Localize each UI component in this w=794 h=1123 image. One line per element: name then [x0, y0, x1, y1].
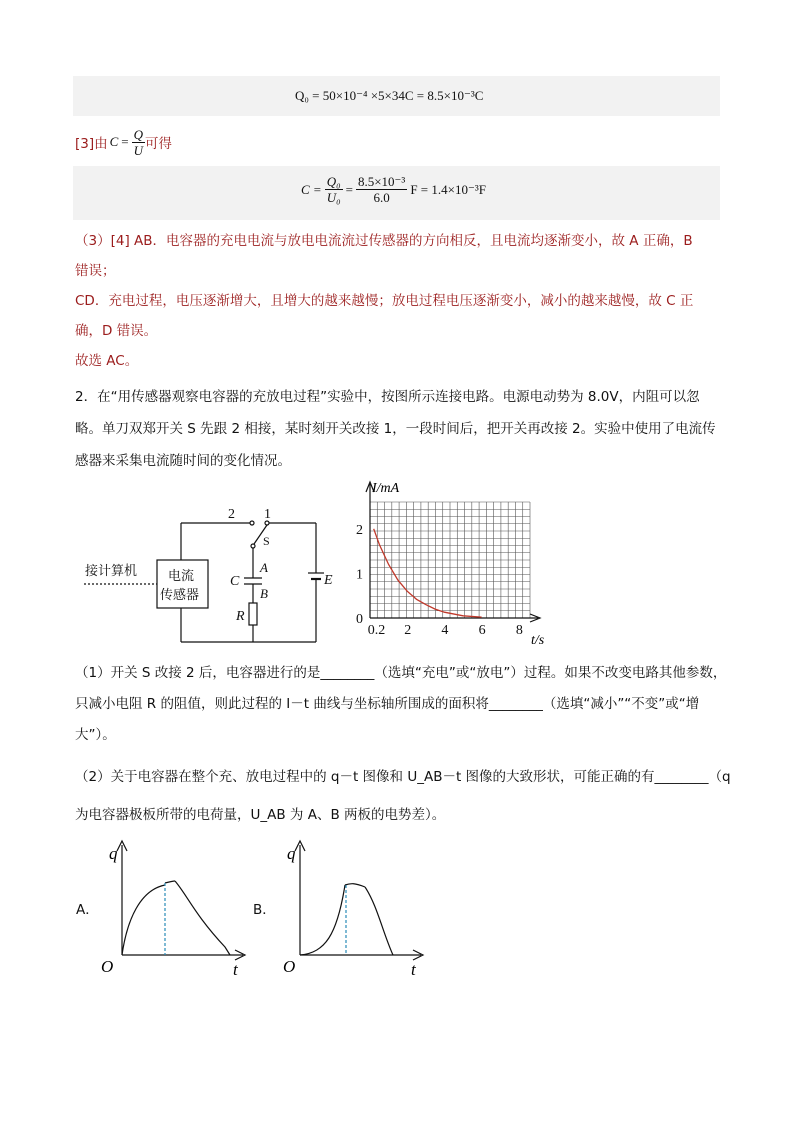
chart-x-tick-label: 0.2: [367, 623, 386, 638]
circuit-sensor-label-2: 传感器: [160, 587, 200, 602]
option-b-graph: [275, 835, 435, 980]
part-1-line3: 大”）。: [75, 727, 116, 743]
question-2-line2: 略。单刀双郑开关 S 先跟 2 相接，某时刻开关改接 1，一段时间后，把开关再改接 2。实验中使用了电流传: [75, 421, 716, 437]
formula-box-1: [73, 76, 720, 116]
part-2-line2: 为电容器极板所带的电荷量，U_AB 为 A、B 两板的电势差）。: [75, 807, 446, 823]
chart-y-tick-label: 0: [356, 612, 363, 627]
circuit-cap-label: C: [230, 574, 240, 589]
question-2-part-1: [75, 661, 725, 754]
option-b-origin: O: [283, 957, 296, 976]
circuit-computer-label: 接计算机: [85, 563, 138, 578]
step-3-prefix: [3]由: [75, 136, 108, 152]
answer-3-block: [75, 229, 725, 379]
formula2-frac1: [325, 174, 343, 205]
formula-capacitance: [301, 174, 486, 205]
question-2: [75, 385, 725, 481]
formula2-den1: U₀: [326, 190, 341, 205]
chart-grid: [370, 502, 530, 618]
chart-series-line: [374, 529, 482, 617]
circuit-pos2: 2: [228, 507, 235, 522]
option-a-x: t: [233, 960, 238, 979]
answer-3-line2: 错误；: [75, 263, 116, 279]
step-3-den: U: [133, 142, 144, 158]
current-time-chart: [350, 478, 555, 648]
question-2-line3: 感器来采集电流随时间的变化情况。: [75, 453, 291, 469]
formula2-num2: 8.5×10⁻³: [357, 174, 406, 189]
circuit-diagram: [80, 500, 350, 650]
chart-x-tick-label: 4: [441, 623, 449, 638]
circuit-plate-b: B: [260, 586, 268, 601]
option-a-graph: [95, 835, 255, 980]
option-a-y: q: [109, 844, 118, 863]
formula-box-2: [73, 166, 720, 220]
step-3-suffix: 可得: [145, 136, 173, 152]
formula2-eq: =: [345, 181, 353, 197]
formula2-rhs: F = 1.4×10⁻³F: [410, 181, 486, 197]
chart-xlabel: t/s: [531, 633, 545, 648]
answer-3-line4: 确，D 错误。: [75, 323, 158, 339]
option-a-label: A．: [76, 902, 99, 918]
formula2-num1: Q₀: [326, 174, 341, 189]
circuit-res-label: R: [236, 609, 245, 624]
chart-ticks: [356, 523, 523, 638]
chart-x-tick-label: 6: [478, 623, 486, 638]
answer-3-line5: 故选 AC。: [75, 353, 139, 369]
answer-3-line3: CD．充电过程，电压逐渐增大，且增大的越来越慢；放电过程电压逐渐变小，减小的越来越慢，故 C 正: [75, 293, 694, 309]
step-3-num: Q: [133, 126, 144, 142]
circuit-switch-label: S: [263, 534, 270, 548]
formula2-den2: 6.0: [373, 190, 390, 205]
option-b-y: q: [287, 844, 296, 863]
option-a-origin: O: [101, 957, 114, 976]
step-3-eq: =: [121, 134, 129, 149]
step-3-fraction: [132, 127, 145, 158]
chart-y-tick-label: 1: [356, 567, 363, 583]
option-b-x: t: [411, 960, 416, 979]
circuit-plate-a: A: [260, 560, 268, 575]
part-2-line1: （2）关于电容器在整个充、放电过程中的 q－t 图像和 U_AB－t 图像的大致形状，可能正确的有________（q: [75, 769, 731, 785]
chart-ylabel: I/mA: [372, 481, 400, 496]
chart-x-tick-label: 8: [515, 623, 523, 638]
formula2-lhs: C =: [301, 181, 322, 197]
part-1-line1: （1）开关 S 改接 2 后，电容器进行的是________（选填“充电”或“放电”）过程。如果不改变电路其他参数，: [75, 665, 727, 681]
circuit-sensor-label-1: 电流: [168, 568, 195, 583]
question-2-line1: 2．在“用传感器观察电容器的充放电过程”实验中，按图所示连接电路。电源电动势为 8.0V，内阻可以忽: [75, 389, 700, 405]
answer-3-line1: （3）[4] AB．电容器的充电电流与放电电流流过传感器的方向相反，且电流均逐渐变小，故 A 正确，B: [75, 233, 693, 249]
step-3-var: C: [109, 134, 119, 149]
chart-x-tick-label: 2: [404, 623, 412, 638]
option-b-label: B．: [253, 902, 276, 918]
chart-y-tick-label: 2: [356, 522, 363, 538]
formula2-frac2: [356, 174, 407, 205]
circuit-pos1: 1: [264, 507, 271, 522]
part-1-line2: 只减小电阻 R 的阻值，则此过程的 I－t 曲线与坐标轴所围成的面积将________（选填“减小”“不变”或“增: [75, 696, 700, 712]
circuit-src-label: E: [324, 573, 333, 588]
step-3-line: [75, 126, 172, 158]
question-2-part-2: [75, 765, 731, 833]
formula-charge: Q₀ = 50×10⁻⁴ ×5×34C = 8.5×10⁻³C: [295, 88, 484, 103]
